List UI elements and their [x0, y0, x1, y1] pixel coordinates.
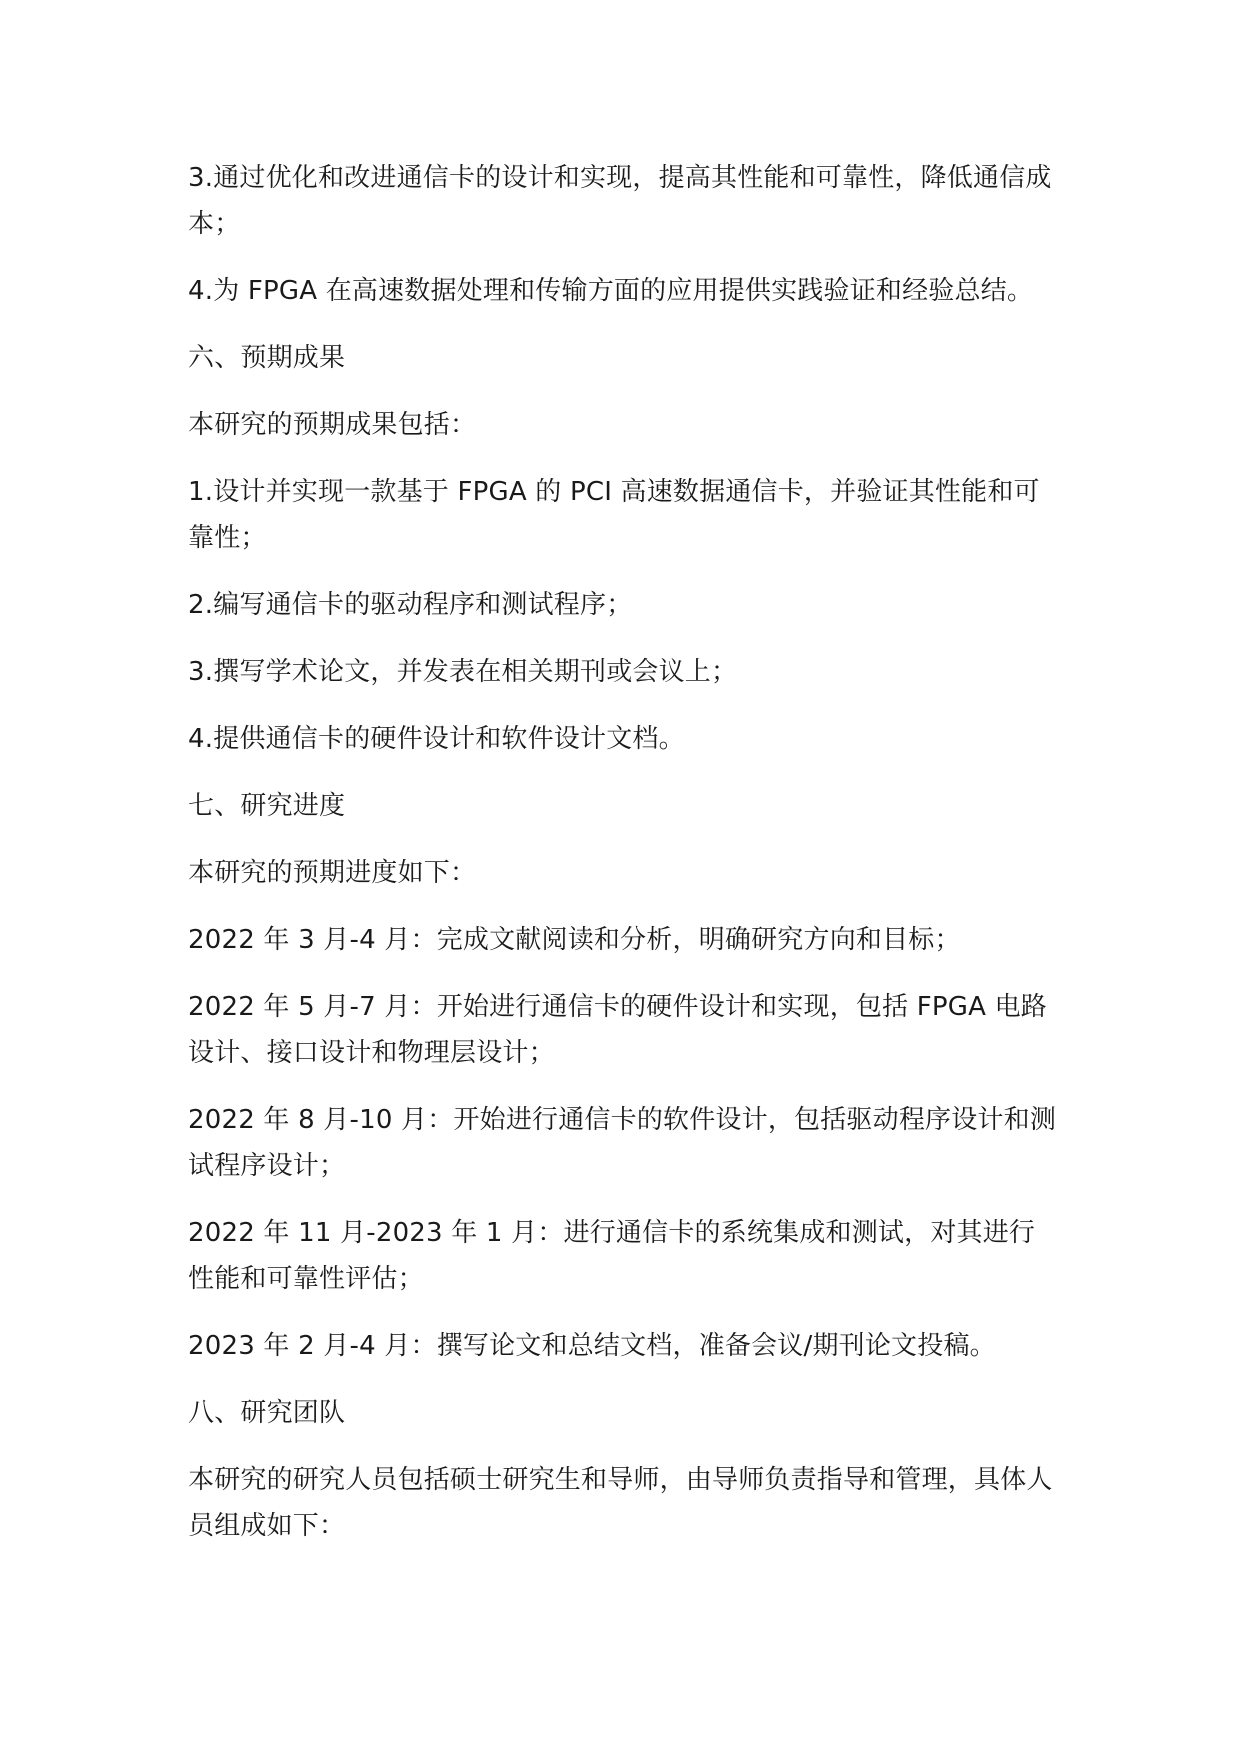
- result-item-1: 1.设计并实现一款基于 FPGA 的 PCI 高速数据通信卡，并验证其性能和可靠性；: [188, 477, 1040, 553]
- schedule-item-5: 2023 年 2 月-4 月：撰写论文和总结文档，准备会议/期刊论文投稿。: [188, 1331, 996, 1361]
- section-heading-expected-results: 六、预期成果: [188, 343, 346, 373]
- schedule-item-2: 2022 年 5 月-7 月：开始进行通信卡的硬件设计和实现，包括 FPGA 电路设计、接口设计和物理层设计；: [188, 992, 1047, 1068]
- schedule-item-1: 2022 年 3 月-4 月：完成文献阅读和分析，明确研究方向和目标；: [188, 925, 961, 955]
- document-body: [188, 155, 1058, 1570]
- section-heading-research-team: 八、研究团队: [188, 1398, 346, 1428]
- schedule-item-3: 2022 年 8 月-10 月：开始进行通信卡的软件设计，包括驱动程序设计和测试程序设计；: [188, 1105, 1057, 1181]
- progress-intro: 本研究的预期进度如下：: [188, 858, 477, 888]
- result-item-4: 4.提供通信卡的硬件设计和软件设计文档。: [188, 724, 685, 754]
- expected-results-intro: 本研究的预期成果包括：: [188, 410, 477, 440]
- goal-item-4: 4.为 FPGA 在高速数据处理和传输方面的应用提供实践验证和经验总结。: [188, 276, 1034, 306]
- result-item-3: 3.撰写学术论文，并发表在相关期刊或会议上；: [188, 657, 738, 687]
- result-item-2: 2.编写通信卡的驱动程序和测试程序；: [188, 590, 633, 620]
- section-heading-research-progress: 七、研究进度: [188, 791, 346, 821]
- research-team-intro: 本研究的研究人员包括硕士研究生和导师，由导师负责指导和管理，具体人员组成如下：: [188, 1465, 1053, 1541]
- goal-item-3: 3.通过优化和改进通信卡的设计和实现，提高其性能和可靠性，降低通信成本；: [188, 163, 1052, 239]
- schedule-item-4: 2022 年 11 月-2023 年 1 月：进行通信卡的系统集成和测试，对其进行性能和可靠性评估；: [188, 1218, 1036, 1294]
